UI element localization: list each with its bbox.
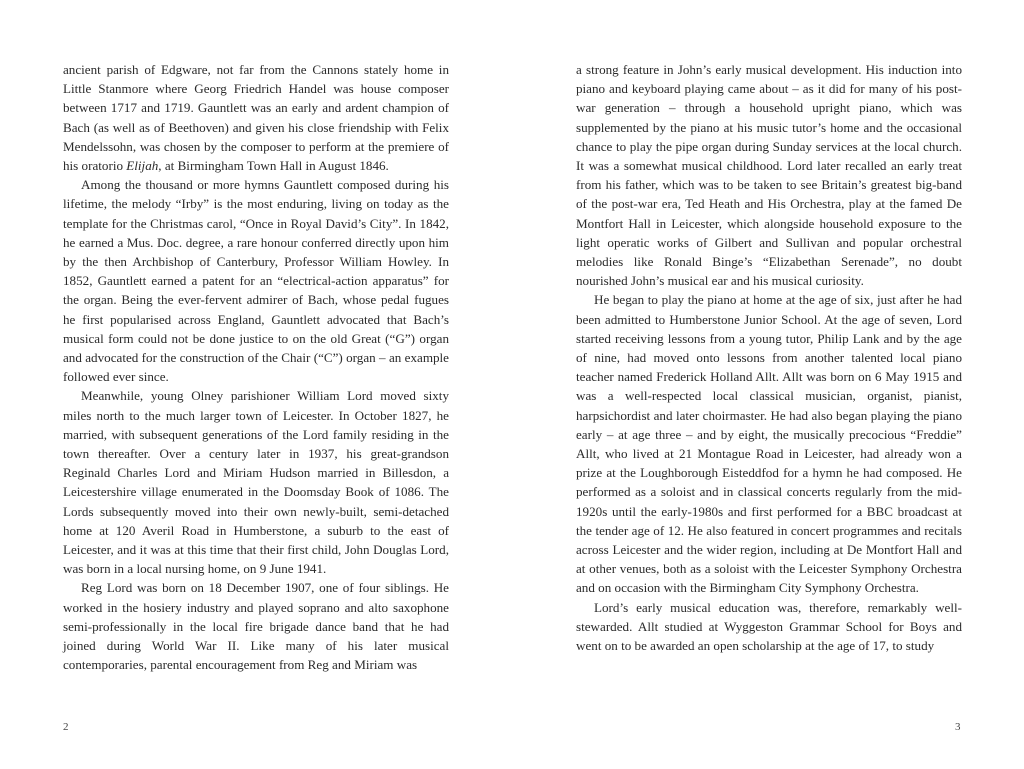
text-run: Meanwhile, young Olney parishioner William Lord moved sixty miles north to the much larger town of Leicester. In October 1827, he married, with subsequent generations of the Lord family residing in the town thereafter. Over a century later in 1937, his great-grandson Reginald Charles Lord and Miriam Hudson married in Billesdon, a Leicestershire village enumerated in the Doomsday Book of 1086. The Lords subsequently moved into their own newly-built, semi-detached home at 120 Averil Road in Humberstone, a suburb to the east of Leicester, and it was at this time that their first child, John Douglas Lord, was born in a local nursing home, on 9 June 1941. [63,388,449,577]
paragraph [576,60,962,290]
italic-title: Elijah [126,158,159,174]
right-page-body [576,60,962,655]
right-page [576,60,962,655]
page-number-left: 2 [63,721,69,733]
left-page-body [63,60,449,675]
text-run: Lord’s early musical education was, therefore, remarkably well-stewarded. Allt studied at Wyggeston Grammar School for Boys and went on to be awarded an open scholarship at the age of 17, to study [576,599,962,654]
left-page [63,60,449,675]
text-run: ancient parish of Edgware, not far from the Cannons stately home in Little Stanmore where Georg Friedrich Handel was house composer between 1717 and 1719. Gauntlett was an early and ardent champion of Bach (as well as of Beethoven) and given his close friendship with Felix Mendelssohn, was chosen by the composer to perform at the premiere of his oratorio [63,62,449,174]
text-run: Among the thousand or more hymns Gauntlett composed during his lifetime, the melody “Irby” is the most enduring, living on today as the template for the Christmas carol, “Once in Royal David’s City”. In 1842, he earned a Mus. Doc. degree, a rare honour conferred directly upon him by the then Archbishop of Canterbury, Professor William Howley. In 1852, Gauntlett earned a patent for an “electrical-action apparatus” for the organ. Being the ever-fervent admirer of Bach, whose pedal fugues he first popularised across England, Gauntlett advocated that Bach’s musical form could not be done justice to on the old Great (“G”) organ and advocated for the construction of the Chair (“C”) organ – an example followed ever since. [63,177,449,385]
text-run: , at Birmingham Town Hall in August 1846. [158,158,389,174]
paragraph [63,175,449,386]
text-run: Reg Lord was born on 18 December 1907, one of four siblings. He worked in the hosiery industry and played soprano and alto saxophone semi-professionally in the local fire brigade dance band that he had joined during World War II. Like many of his later musical contemporaries, parental encouragement from Reg and Miriam was [63,580,449,673]
paragraph [63,60,449,175]
paragraph [63,386,449,578]
paragraph [63,578,449,674]
paragraph [576,290,962,597]
text-run: He began to play the piano at home at the age of six, just after he had been admitted to Humberstone Junior School. At the age of seven, Lord started receiving lessons from a young tutor, Philip Lank and by the age of nine, had moved onto lessons from another talented local piano teacher named Frederick Holland Allt. Allt was born on 6 May 1915 and was a well-respected local classical musician, organist, pianist, harpsichordist and later choirmaster. He had also began playing the piano early – at age three – and by eight, the musically precocious “Freddie” Allt, who lived at 21 Montague Road in Leicester, had already won a prize at the Loughborough Eisteddfod for a hymn he had composed. He performed as a soloist and in classical concerts regularly from the mid-1920s until the early-1980s and first performed for a BBC broadcast at the tender age of 12. He also featured in concert programmes and recitals across Leicester and the wider region, including at De Montfort Hall and at other venues, both as a soloist with the Leicester Symphony Orchestra and on occasion with the Birmingham City Symphony Orchestra. [576,292,962,596]
page-number-right: 3 [955,721,961,733]
text-run: a strong feature in John’s early musical development. His induction into piano and keyboard playing came about – as it did for many of his post-war generation – through a household upright piano, which was supplemented by the piano at his music tutor’s home and the occasional chance to play the pipe organ during Sunday services at the local church. It was a somewhat musical childhood. Lord later recalled an early treat from his father, which was to be taken to see Britain’s greatest big-band of the post-war era, Ted Heath and His Orchestra, play at the famed De Montfort Hall in Leicester, which alongside household exposure to the light operatic works of Gilbert and Sullivan and popular orchestral melodies like Ronald Binge’s “Elizabethan Serenade”, no doubt nourished John’s musical ear and his musical curiosity. [576,62,962,289]
paragraph [576,598,962,656]
